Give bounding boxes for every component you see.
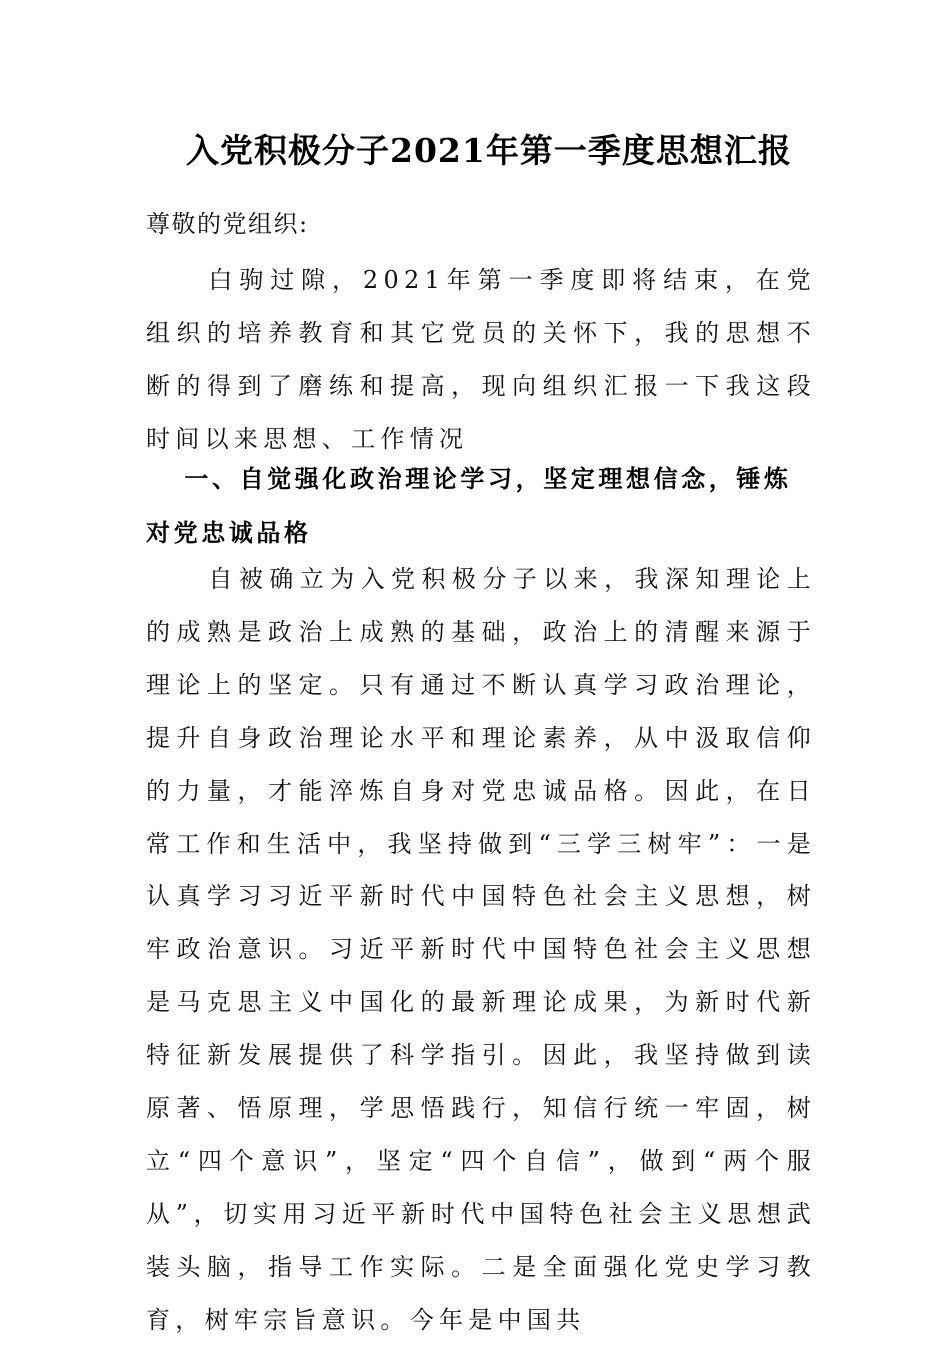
- body-paragraph: 自被确立为入党积极分子以来，我深知理论上的成熟是政治上成熟的基础，政治上的清醒来源于理论上的坚定。只有通过不断认真学习政治理论，提升自身政治理论水平和理论素养，从中汲取信仰的力量，才能淬炼自身对党忠诚品格。因此，在日常工作和生活中，我坚持做到“三学三树牢”：一是认真学习习近平新时代中国特色社会主义思想，树牢政治意识。习近平新时代中国特色社会主义思想是马克思主义中国化的最新理论成果，为新时代新特征新发展提供了科学指引。因此，我坚持做到读原著、悟原理，学思悟践行，知信行统一牢固，树立“四个意识”，坚定“四个自信”，做到“两个服从”，切实用习近平新时代中国特色社会主义思想武装头脑，指导工作实际。二是全面强化党史学习教育，树牢宗旨意识。今年是中国共: [146, 565, 816, 1334]
- document-title: 入党积极分子2021年第一季度思想汇报: [186, 131, 792, 170]
- section-heading: 一、自觉强化政治理论学习，坚定理想信念，锤炼对党忠诚品格: [146, 465, 792, 547]
- intro-paragraph: 白驹过隙，2021年第一季度即将结束，在党组织的培养教育和其它党员的关怀下，我的思想不断的得到了磨练和提高，现向组织汇报一下我这段时间以来思想、工作情况: [146, 266, 816, 453]
- salutation: 尊敬的党组织:: [146, 210, 309, 238]
